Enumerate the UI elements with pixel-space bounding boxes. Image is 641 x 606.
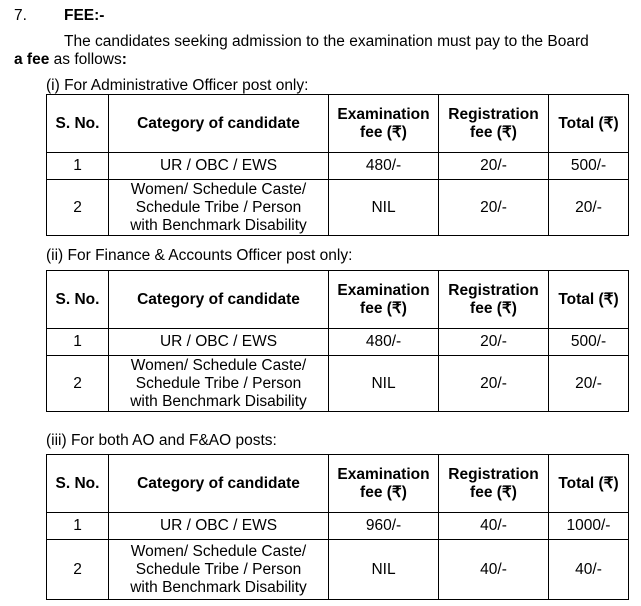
cell-reg-fee: 20/- <box>439 356 549 412</box>
header-reg-fee-line-2: fee (₹) <box>470 299 517 317</box>
section-title: FEE:- <box>64 7 105 24</box>
header-exam-fee-line-1: Examination <box>337 465 430 483</box>
cell-exam-fee: 960/- <box>329 513 439 540</box>
table-row <box>47 356 629 412</box>
intro-line-2 <box>14 51 127 69</box>
header-reg-fee <box>439 271 549 329</box>
cell-sno: 1 <box>47 513 109 540</box>
cell-total: 500/- <box>549 153 629 180</box>
header-sno: S. No. <box>47 455 109 513</box>
category-line-3: with Benchmark Disability <box>130 392 307 410</box>
header-exam-fee <box>329 95 439 153</box>
table-2-caption: (ii) For Finance & Accounts Officer post only: <box>46 247 353 264</box>
table-1-caption: (i) For Administrative Officer post only: <box>46 77 309 94</box>
cell-total: 20/- <box>549 180 629 236</box>
cell-reg-fee: 40/- <box>439 513 549 540</box>
cell-category: UR / OBC / EWS <box>109 329 329 356</box>
header-reg-fee-line-1: Registration <box>448 465 539 483</box>
header-category: Category of candidate <box>109 95 329 153</box>
table-header-row <box>47 271 629 329</box>
cell-reg-fee: 40/- <box>439 540 549 600</box>
cell-category: UR / OBC / EWS <box>109 513 329 540</box>
cell-total: 1000/- <box>549 513 629 540</box>
header-exam-fee-line-1: Examination <box>337 281 430 299</box>
category-line-1: Women/ Schedule Caste/ <box>130 356 307 374</box>
cell-category <box>109 356 329 412</box>
intro-line-1: The candidates seeking admission to the examination must pay to the Board <box>64 33 589 50</box>
table-row <box>47 180 629 236</box>
cell-category: UR / OBC / EWS <box>109 153 329 180</box>
category-line-1: Women/ Schedule Caste/ <box>130 542 307 560</box>
fee-table-finance-accounts-officer <box>46 270 629 412</box>
cell-exam-fee: 480/- <box>329 153 439 180</box>
header-reg-fee-line-2: fee (₹) <box>470 483 517 501</box>
header-exam-fee-line-1: Examination <box>337 105 430 123</box>
table-row <box>47 153 629 180</box>
header-reg-fee-line-2: fee (₹) <box>470 123 517 141</box>
header-sno: S. No. <box>47 95 109 153</box>
header-reg-fee <box>439 455 549 513</box>
table-row <box>47 513 629 540</box>
header-reg-fee-line-1: Registration <box>448 105 539 123</box>
cell-exam-fee: NIL <box>329 180 439 236</box>
cell-sno: 2 <box>47 540 109 600</box>
table-header-row <box>47 95 629 153</box>
cell-reg-fee: 20/- <box>439 180 549 236</box>
header-total: Total (₹) <box>549 95 629 153</box>
fee-table-both-posts <box>46 454 629 600</box>
header-sno: S. No. <box>47 271 109 329</box>
cell-exam-fee: NIL <box>329 356 439 412</box>
header-total: Total (₹) <box>549 455 629 513</box>
header-exam-fee-line-2: fee (₹) <box>360 299 407 317</box>
section-number: 7. <box>14 7 27 24</box>
category-line-2: Schedule Tribe / Person <box>135 198 302 216</box>
header-reg-fee-line-1: Registration <box>448 281 539 299</box>
header-reg-fee <box>439 95 549 153</box>
header-exam-fee-line-2: fee (₹) <box>360 483 407 501</box>
category-line-3: with Benchmark Disability <box>130 578 307 596</box>
cell-sno: 2 <box>47 180 109 236</box>
category-line-1: Women/ Schedule Caste/ <box>130 180 307 198</box>
table-row <box>47 540 629 600</box>
cell-sno: 2 <box>47 356 109 412</box>
intro-colon: : <box>121 51 127 68</box>
category-line-3: with Benchmark Disability <box>130 216 307 234</box>
cell-category <box>109 180 329 236</box>
cell-exam-fee: 480/- <box>329 329 439 356</box>
fee-table-administrative-officer <box>46 94 629 236</box>
intro-rest-text: as follows <box>49 51 122 68</box>
cell-exam-fee: NIL <box>329 540 439 600</box>
header-total: Total (₹) <box>549 271 629 329</box>
table-header-row <box>47 455 629 513</box>
table-row <box>47 329 629 356</box>
cell-total: 500/- <box>549 329 629 356</box>
header-category: Category of candidate <box>109 455 329 513</box>
table-3-caption: (iii) For both AO and F&AO posts: <box>46 432 277 449</box>
header-exam-fee <box>329 271 439 329</box>
cell-sno: 1 <box>47 329 109 356</box>
header-exam-fee <box>329 455 439 513</box>
category-line-2: Schedule Tribe / Person <box>135 374 302 392</box>
cell-category <box>109 540 329 600</box>
cell-reg-fee: 20/- <box>439 329 549 356</box>
header-exam-fee-line-2: fee (₹) <box>360 123 407 141</box>
intro-bold-text: a fee <box>14 51 50 68</box>
cell-reg-fee: 20/- <box>439 153 549 180</box>
cell-sno: 1 <box>47 153 109 180</box>
cell-total: 20/- <box>549 356 629 412</box>
cell-total: 40/- <box>549 540 629 600</box>
category-line-2: Schedule Tribe / Person <box>135 560 302 578</box>
header-category: Category of candidate <box>109 271 329 329</box>
